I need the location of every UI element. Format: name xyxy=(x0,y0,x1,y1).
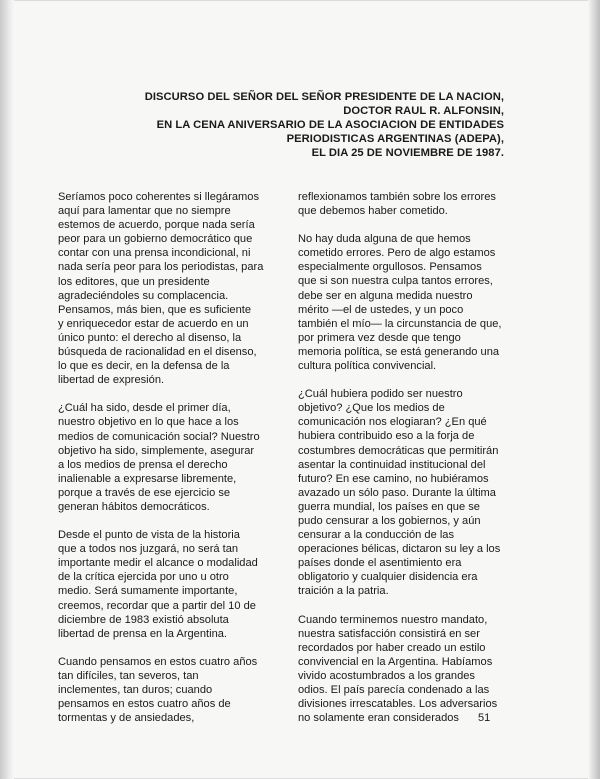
text-line: cometido errores. Pero de algo estamos xyxy=(298,247,496,260)
text-line: diciembre de 1983 existió absoluta xyxy=(58,613,229,626)
text-line: Seríamos poco coherentes si llegáramos xyxy=(58,191,260,203)
text-line: hubiera contribuido eso a la forja de xyxy=(298,430,475,443)
heading-line: EL DIA 25 DE NOVIEMBRE DE 1987. xyxy=(311,147,504,159)
paragraph xyxy=(58,190,283,387)
text-line: No hay duda alguna de que hemos xyxy=(298,233,471,246)
text-line: convivencial en la Argentina. Habíamos xyxy=(298,655,493,668)
text-line: lo que es decir, en la defensa de la xyxy=(58,360,230,373)
heading-line: EN LA CENA ANIVERSARIO DE LA ASOCIACION DE ENTIDADES xyxy=(156,119,504,131)
text-line: asentar la continuidad institucional del xyxy=(298,458,486,471)
paragraph xyxy=(298,190,520,218)
paragraph xyxy=(58,528,283,641)
text-line: nuestra satisfacción consistirá en ser xyxy=(298,627,480,640)
text-line: Cuando pensamos en estos cuatro años xyxy=(58,655,258,668)
text-line: medio. Será sumamente importante, xyxy=(58,585,238,598)
right-text-column xyxy=(298,190,520,739)
paragraph xyxy=(298,613,520,726)
text-line: objetivo? ¿Que los medios de xyxy=(298,402,445,415)
text-line: reflexionamos también sobre los errores xyxy=(298,191,496,203)
text-line: costumbres democráticas que permitirán xyxy=(298,444,499,457)
text-line: que debemos haber cometido. xyxy=(298,205,448,218)
text-line: importante medir el alcance o modalidad xyxy=(58,557,258,570)
text-line: pensamos en estos cuatro años de xyxy=(58,698,231,711)
text-line: futuro? En ese camino, no hubiéramos xyxy=(298,472,489,485)
text-line: de la crítica ejercida por uno u otro xyxy=(58,571,229,584)
text-line: porque a través de ese ejercicio se xyxy=(58,486,231,499)
text-line: mérito —el de ustedes, y un poco xyxy=(298,303,464,316)
text-line: odios. El país parecía condenado a las xyxy=(298,684,490,696)
page-number: 51 xyxy=(478,712,491,724)
text-line: no solamente eran considerados xyxy=(298,712,459,725)
left-text-column xyxy=(58,190,283,739)
text-line: búsqueda de racionalidad en el disenso, xyxy=(58,346,257,359)
text-line: memoria política, se está generando una xyxy=(298,345,500,358)
text-line: también el mío— la circunstancia de que, xyxy=(298,317,502,330)
text-line: Cuando terminemos nuestro mandato, xyxy=(298,613,488,626)
text-line: objetivo ha sido, simplemente, asegurar xyxy=(58,444,255,457)
text-line: guerra mundial, los países en que se xyxy=(298,500,480,513)
text-line: censurar a la conducción de las xyxy=(298,529,455,542)
text-line: tan difíciles, tan severos, tan xyxy=(58,669,199,682)
text-line: libertad de expresión. xyxy=(58,374,165,387)
text-line: y enriquecedor estar de acuerdo en un xyxy=(58,317,249,330)
text-line: vivido acostumbrados a los grandes xyxy=(298,669,475,682)
text-line: cultura política convivencial. xyxy=(298,360,437,373)
text-line: aquí para lamentar que no siempre xyxy=(58,205,231,218)
heading-line: DOCTOR RAUL R. ALFONSIN, xyxy=(343,105,504,117)
text-line: nada sería peor para los periodistas, para xyxy=(58,261,264,274)
text-line: creemos, recordar que a partir del 10 de xyxy=(58,599,256,612)
text-line: peor para un gobierno democrático que xyxy=(58,233,253,246)
text-line: único punto: el derecho al disenso, la xyxy=(58,331,242,344)
text-line: comunicación nos elogiaran? ¿En qué xyxy=(298,416,487,429)
text-line: a los medios de prensa el derecho xyxy=(58,458,228,471)
text-line: agradeciéndoles su complacencia. xyxy=(58,289,229,302)
page-edge xyxy=(588,0,600,779)
text-line: traición a la patria. xyxy=(298,585,389,598)
text-line: ¿Cuál ha sido, desde el primer día, xyxy=(58,402,231,415)
heading-line: DISCURSO DEL SEÑOR DEL SEÑOR PRESIDENTE DE LA NACION, xyxy=(144,91,504,103)
text-line: Desde el punto de vista de la historia xyxy=(58,529,240,542)
text-line: que a todos nos juzgará, no será tan xyxy=(58,543,239,556)
binding-edge xyxy=(0,0,14,779)
text-line: generan hábitos democráticos. xyxy=(58,500,210,513)
text-line: divisiones irrescatables. Los adversarios xyxy=(298,698,498,711)
text-line: estemos de acuerdo, porque nada sería xyxy=(58,219,255,232)
text-line: países donde el asentimiento era xyxy=(298,557,462,570)
text-line: obligatorio y cualquier disidencia era xyxy=(298,571,478,584)
text-line: Pensamos, más bien, que es suficiente xyxy=(58,303,252,316)
text-line: los editores, que un presidente xyxy=(58,275,210,288)
text-line: libertad de prensa en la Argentina. xyxy=(58,627,227,640)
paragraph xyxy=(298,387,520,598)
text-line: ¿Cuál hubiera podido ser nuestro xyxy=(298,388,463,401)
paragraph xyxy=(58,401,283,514)
text-line: medios de comunicación social? Nuestro xyxy=(58,430,260,443)
heading-line: PERIODISTICAS ARGENTINAS (ADEPA), xyxy=(286,133,504,145)
speech-heading xyxy=(74,90,504,160)
text-line: avazado un sólo paso. Durante la última xyxy=(298,486,496,499)
text-line: tormentas y de ansiedades, xyxy=(58,712,195,725)
text-line: que si son nuestra culpa tantos errores, xyxy=(298,275,493,288)
text-line: operaciones bélicas, dictaron su ley a los xyxy=(298,543,501,556)
text-line: inalienable a expresarse libremente, xyxy=(58,472,237,485)
text-line: por primera vez desde que tengo xyxy=(298,331,461,344)
text-line: inclementes, tan duros; cuando xyxy=(58,684,213,696)
text-line: especialmente orgullosos. Pensamos xyxy=(298,261,482,274)
paragraph xyxy=(298,232,520,373)
text-line: contar con una prensa incondicional, ni xyxy=(58,247,251,260)
text-line: nuestro objetivo en lo que hace a los xyxy=(58,416,239,429)
paragraph xyxy=(58,655,283,725)
text-line: recordados por haber creado un estilo xyxy=(298,641,486,654)
text-line: debe ser en alguna medida nuestro xyxy=(298,289,473,302)
text-line: pudo censurar a los gobiernos, y aún xyxy=(298,514,481,527)
